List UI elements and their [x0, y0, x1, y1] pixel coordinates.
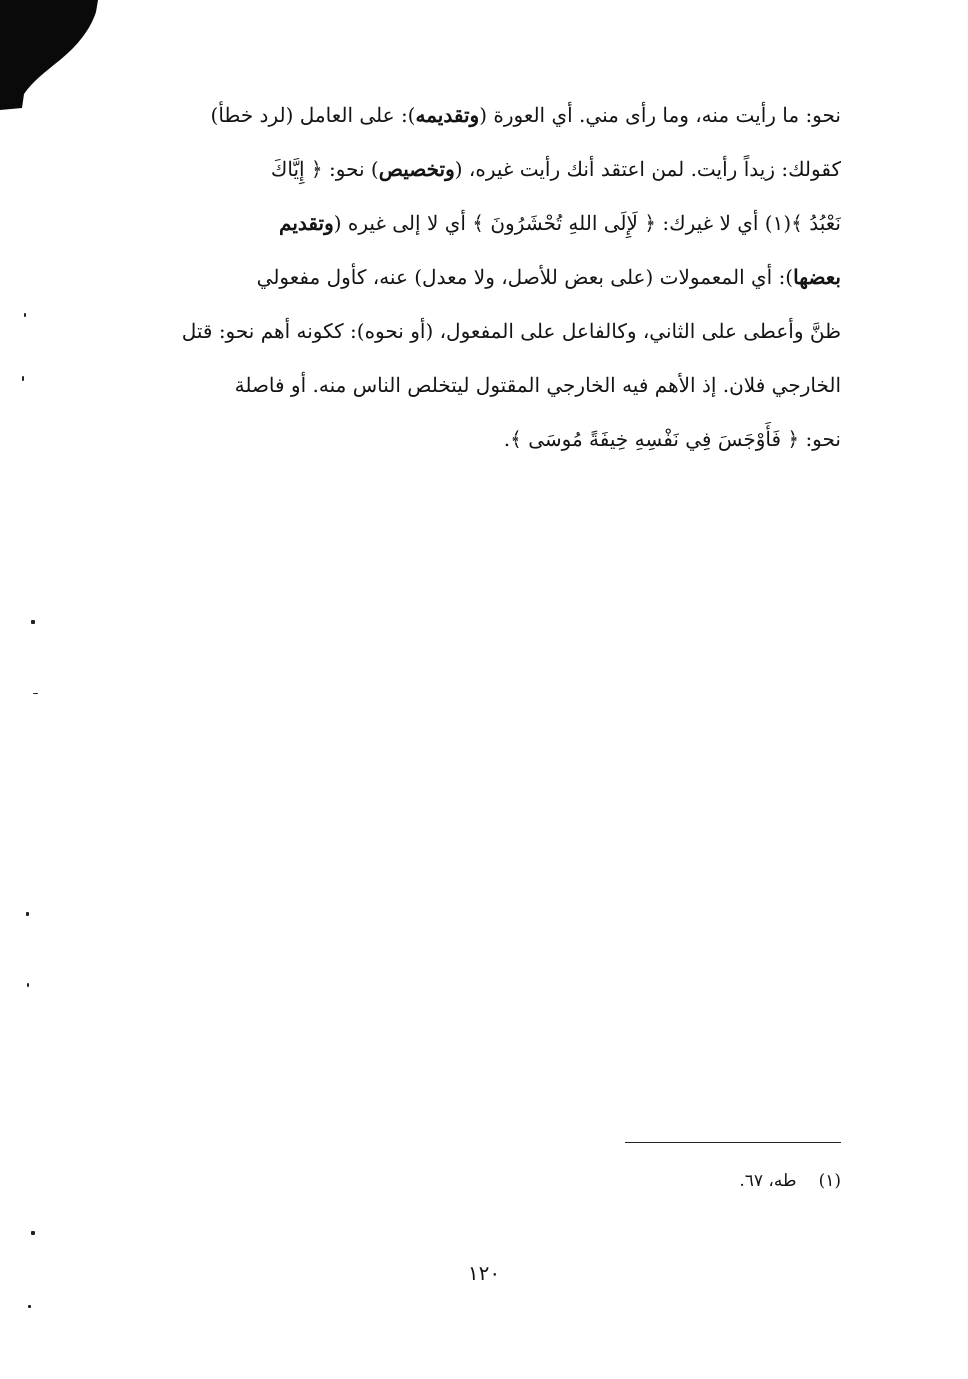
scan-speck: [31, 1231, 35, 1235]
scan-speck: [24, 313, 26, 317]
footnote-text: طه، ٦٧.: [739, 1171, 797, 1191]
scan-speck: [27, 983, 29, 987]
text-line-1: نحو: ما رأيت منه، وما رأى مني. أي العورة (وتقديمه): على العامل (لرد خطأ): [210, 103, 841, 127]
text-line-3: نَعْبُدُ ﴾(١) أي لا غيرك: ﴿ لَإِلَى اللهِ تُحْشَرُونَ ﴾ أي لا إلى غيره (وتقديم: [279, 211, 841, 235]
bold-term: وتقديم: [279, 211, 334, 235]
text-line-6: الخارجي فلان. إذ الأهم فيه الخارجي المقتول ليتخلص الناس منه. أو فاصلة: [234, 373, 841, 397]
footnote: [600, 1166, 841, 1196]
scan-speck: [31, 620, 35, 624]
footnote-divider: [625, 1142, 841, 1143]
text-line-4: بعضها): أي المعمولات (على بعض للأصل، ولا معدل) عنه، كأول مفعولي: [256, 265, 841, 289]
text-line-7: نحو: ﴿ فَأَوْجَسَ فِي نَفْسِهِ خِيفَةً مُوسَى ﴾.: [503, 427, 841, 451]
bold-term: وتقديمه: [415, 103, 480, 127]
scan-corner-shadow: [0, 0, 100, 110]
text-line-5: ظنَّ وأعطى على الثاني، وكالفاعل على المفعول، (أو نحوه): ككونه أهم نحو: قتل: [181, 319, 841, 343]
scan-speck: [26, 912, 29, 916]
bold-term: بعضها: [793, 265, 841, 289]
page-number: ١٢٠: [467, 1261, 501, 1285]
scan-speck: [28, 1305, 31, 1308]
main-text: [145, 88, 841, 466]
scan-speck: [33, 693, 38, 694]
footnote-number: (١): [818, 1171, 841, 1191]
bold-term: وتخصيص: [378, 157, 455, 181]
scan-speck: [22, 376, 24, 381]
text-line-2: كقولك: زيداً رأيت. لمن اعتقد أنك رأيت غيره، (وتخصيص) نحو: ﴿ إِيَّاكَ: [270, 157, 841, 181]
